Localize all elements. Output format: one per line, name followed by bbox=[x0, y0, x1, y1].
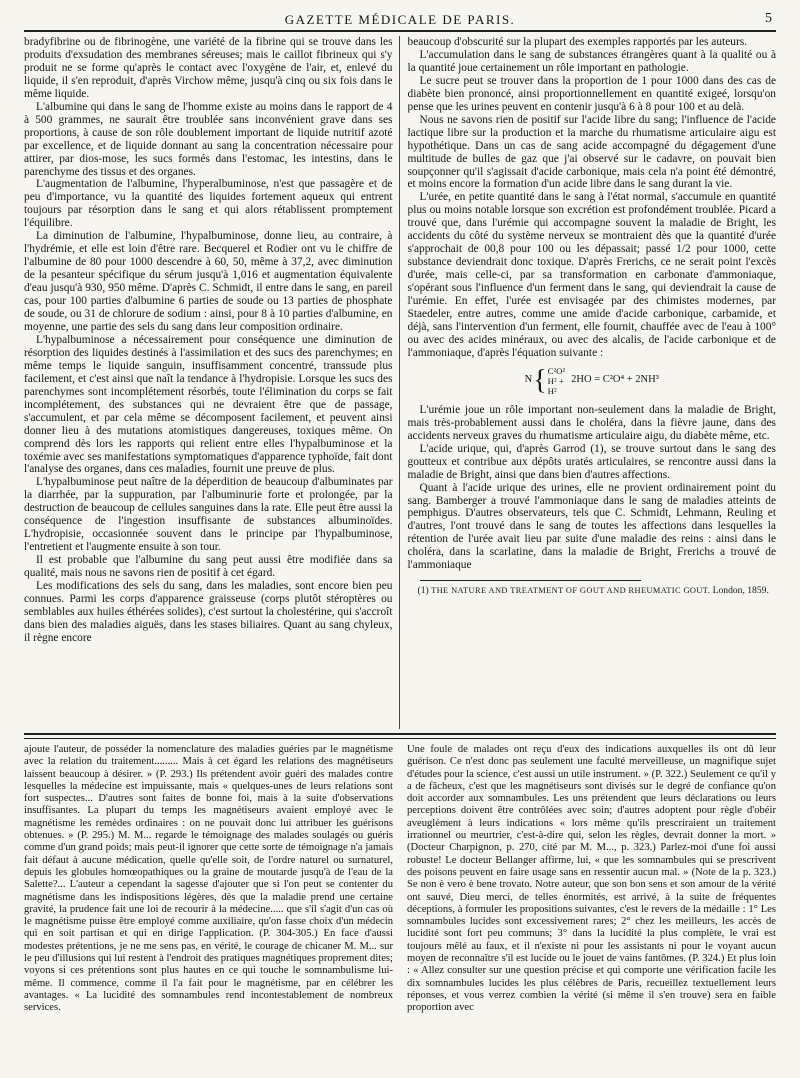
page-header bbox=[24, 6, 776, 32]
paragraph: Une foule de malades ont reçu d'eux des indications auxquelles ils ont dû leur guérison. Ce n'est donc pas seulement une faculté merveilleuse, un magnifique sujet d'études pour la science, c'est aussi un utile instrument. » (P. 322.) Seulement ce qu'il y a de fâcheux, c'est que les magnétiseurs sont divisés sur le degré de confiance qu'on doit accorder aux somnambules. Les uns prétendent que leurs déclarations ou leurs perceptions doivent être contrôlées avec soin; d'autres adoptent pour règle d'obéir aveuglément à leurs indications « lors même qu'ils prescriraient un traitement irrationnel ou meurtrier, c'est-à-dire qui, selon les règles, devrait donner la mort. » (Docteur Charpignon, p. 270, cité par M. M..., p. 323.) Parlez-moi d'une foi aussi robuste! Le docteur Bellanger affirme, lui, « que les somnambules qui se prescrivent des poisons peuvent en faire usage sans en ressentir aucun mal. » (Note de la p. 323.) Se non è vero è bene trovato. Notre auteur, que son bon sens et son amour de la vérité ont sauvé, Dieu merci, de telles énormités, est arrivé, à la suite de fréquentes déceptions, à formuler les propositions suivantes, c'est le revers de la médaille : 1° Les somnambules lucides sont excessivement rares; 2° chez les meilleurs, les accès de lucidité sont fort peu communs; 3° dans la lucidité la plus complète, le vrai est toujours mêlé au faux, et il n'existe ni pour les assistants ni pour le voyant aucun moyen de reconnaître s'il est lucide ou le jouet de vains fantômes. (P. 324.) Et plus loin : « Allez consulter sur une question précise et qui comporte une vérification facile les dix somnambules lucides les plus célèbres de Paris, recueillez textuellement leurs réponses, et vous verrez combien la vérité (si même il s'en trouve) sera en faible proportion avec bbox=[407, 744, 776, 1014]
paragraph: L'hypalbuminose a nécessairement pour conséquence une diminution de résorption des liquides destinés à l'assimilation et des sucs des parenchymes; en même temps le liquide sanguin, insuffisamment concentré, transsude plus facilement, et c'est ainsi que naît la tendance à l'hydropisie. Lorsque les sucs des parenchymes sont incomplétement résorbés, toute l'élimination du corps se fait incomplétement, des substances qui ne devraient être que de passage, s'accumulent, et par cela même se décomposent facilement, et peuvent ainsi donner lieu à des mutations atomistiques dangereuses, toxiques même. On comprend dès lors les rapports qui relient entre elles l'hypalbuminose et la toxémie avec ses manifestations symptomatiques d'apparence typhoïde, fait dont l'analyse des organes, dans ces maladies, fournit une preuve de plus. bbox=[24, 333, 393, 476]
paragraph: Quant à l'acide urique des urines, elle ne provient ordinairement point du sang. Bamberger a trouvé l'ammoniaque dans le sang de maladies atteints de pemphigus. D'autres observateurs, tels que C. Schmidt, Lehmann, Reuling et d'autres, l'ont trouvé dans le sang de toutes les affections dans lesquelles la rétention de l'urée avait lieu par suite d'une maladie des reins : ainsi dans le choléra, dans la scarlatine, dans la maladie de Bright, Frerichs a trouvé de l'ammoniaque bbox=[407, 481, 776, 572]
right-column bbox=[400, 36, 777, 729]
footnote-place: London, 1859. bbox=[712, 585, 769, 597]
paragraph: L'accumulation dans le sang de substances étrangères quant à la qualité ou à la quantité joue certainement un rôle important en pathologie. bbox=[407, 48, 776, 74]
page-number: 5 bbox=[765, 11, 772, 26]
paragraph: Nous ne savons rien de positif sur l'acide libre du sang; l'influence de l'acide lactique libre sur la production et la marche du rhumatisme articulaire aigu est hypothétique. Dans un cas de sang acide accompagné du dégagement d'une multitude de bulles de gaz que j'ai observé sur le cadavre, on pouvait bien soupçonner qu'il s'agissait d'acide carbonique, mais cela n'a point été démontré, et moins encore la formation d'un acide libre dans le sang durant la vie. bbox=[407, 113, 776, 191]
paragraph: L'hypalbuminose peut naître de la déperdition de beaucoup d'albuminates par la diarrhée, par la suppuration, par l'albuminurie forte et prolongée, par la destruction de beaucoup de cellules sanguines dans la rate. Elle peut être aussi la conséquence de l'ingestion insuffisante de substances albuminoïdes. L'hydropisie, occasionnée souvent dans le principe par l'hypalbuminose, l'entretient et l'augmente ensuite à son tour. bbox=[24, 476, 393, 554]
brace-glyph: { bbox=[533, 364, 547, 396]
paragraph: beaucoup d'obscurité sur la plupart des exemples rapportés par les auteurs. bbox=[407, 36, 748, 48]
feuilleton-left-column bbox=[24, 744, 399, 1074]
feuilleton-right-column bbox=[399, 744, 776, 1074]
paragraph: Il est probable que l'albumine du sang peut aussi être modifiée dans sa qualité, mais nous ne savons rien de positif à cet égard. bbox=[24, 554, 393, 580]
equation-stack bbox=[548, 366, 566, 396]
left-column bbox=[24, 36, 400, 729]
paragraph: Le sucre peut se trouver dans la proportion de 1 pour 1000 dans des cas de diabète bien prononcé, ainsi proportionnellement en quantité exigeé, lorsqu'on pense que les urines peuvent en contenir jusqu'à 6 à 8 pour 100 et au delà. bbox=[407, 74, 776, 113]
paragraph: L'acide urique, qui, d'après Garrod (1), se trouve surtout dans le sang des goutteux et contribue aux dépôts uratés articulaires, se rencontre aussi dans la maladie de Bright, ainsi que dans bien d'autres affections. bbox=[407, 442, 776, 481]
footnote-title: THE NATURE AND TREATMENT OF GOUT AND RHEUMATIC GOUT. bbox=[431, 586, 711, 596]
footnote bbox=[408, 585, 777, 597]
paragraph: L'urémie joue un rôle important non-seulement dans la maladie de Bright, mais très-probablement aussi dans le choléra, dans la fièvre jaune, dans des accidents nerveux graves du rhumatisme articulaire aigu, du diabète même, etc. bbox=[407, 403, 776, 442]
main-article bbox=[24, 36, 776, 729]
paragraph: L'urée, en petite quantité dans le sang à l'état normal, s'accumule en quantité plus ou moins notable lorsque son excrétion est profondément troublée. Picard a trouvé que, dans l'urémie qui accompagne souvent la maladie de Bright, les accidents du côté du système nerveux se montraient dès que la quantité d'urée s'approchait de 00,8 pour 100 ou les dépassait; passé 1/2 pour 1000, cette substance deviendrait donc toxique. D'après Frerichs, ce ne serait point l'excès d'urée, mais celle-ci, par sa transformation en carbonate d'ammoniaque, s'opérant sous l'influence d'un ferment dans le sang, qui deviendrait la cause de l'urémie. En effet, l'urée est envisagée par des chimistes modernes, par Staedeler, entre autres, comme une amide d'acide carbonique, carbamide, et déjà, sans l'intervention d'un ferment, elle fournit, chauffée avec de l'eau à 100° ou avec des acides minéraux, ou avec des alcalis, de l'acide carbonique et de l'ammoniaque, d'après l'équation suivante : bbox=[407, 191, 776, 359]
journal-title: GAZETTE MÉDICALE DE PARIS. bbox=[284, 12, 516, 27]
paragraph: ajoute l'auteur, de posséder la nomenclature des maladies guéries par le magnétisme avec la relation du traitement......... Mais à cet égard les relations des magnétiseurs laissent beaucoup à désirer. » (P. 293.) Ils prétendent avoir guéri des malades contre lesquelles la médecine est impuissante, mais « quelques-unes de leurs relations sont fort suspectes... D'autres sont faites de bonne foi, mais à la suite d'observations insuffisantes. La plupart du temps les magnétiseurs avaient employé avec le magnétisme les remèdes ordinaires : on ne pouvait donc lui attribuer les guérisons obtenues. » (P. 295.) M. M... regarde le témoignage des malades soulagés ou guéris comme d'un grand poids; mais peut-il ignorer que cette sorte de témoignage n'a jamais fait défaut à aucune médication, quelle qu'elle soit, de l'ordre naturel ou surnaturel, depuis les globules homœopathiques ou la graine de moutarde jusqu'à de l'eau de la Salette?... L'auteur a cependant la sagesse d'ajouter que si l'on peut se contenter du magnétisme dans les indispositions légères, dès que la maladie prend une certaine gravité, la prudence fait une loi de recourir à la médecine..... que s'il s'agit d'un cas où le magnétisme puisse être employé comme auxiliaire, qu'on fasse choix d'un médecin qui en soit partisan et qui en dirige l'application. (P. 304-305.) En face d'aussi modestes prétentions, je ne me sens pas, en vérité, le courage de chicaner M. M... sur le peu d'illusions qui lui restent à l'endroit des pratiques magnétiques proprement dites; voyons si ces prétentions sont plus hautes en ce qui touche le somnambulisme lui-même. Il commence, comme il l'a fait pour le magnétisme, par en célébrer les avantages. « La lucidité des somnambules rend incontestablement de nombreux services. bbox=[24, 744, 393, 1014]
feuilleton bbox=[24, 744, 776, 1074]
equation-lead: N bbox=[524, 374, 533, 386]
feuilleton-divider-thin bbox=[24, 738, 776, 739]
feuilleton-divider bbox=[24, 733, 776, 735]
footnote-divider bbox=[420, 580, 641, 581]
paragraph: L'albumine qui dans le sang de l'homme existe au moins dans le rapport de 4 à 500 grammes, ne saurait être troublée sans inconvénient grave dans ses proportions, à cause de son rôle doublement important de liquide nutritif azoté par excellence, et de liquide donnant au sang la concentration nécessaire pour attirer, par dios-mose, les sucs formés dans l'estomac, les intestins, dans le parenchyme des tissus et des organes. bbox=[24, 100, 393, 178]
equation-rest: 2HO = C²O⁴ + 2NH³ bbox=[571, 374, 659, 386]
equation-stack-line: H² bbox=[547, 385, 557, 396]
chemical-equation bbox=[408, 366, 777, 396]
paragraph: bradyfibrine ou de fibrinogène, une variété de la fibrine qui se trouve dans les produits d'exsudation des membranes séreuses; mais le caillot fibrineux qui s'y produit ne se forme qu'après le contact avec l'oxygène de l'air, et, enlevé du liquide, il s'en reproduit, d'après Virchow même, jusqu'à cinq ou six fois dans le même liquide. bbox=[24, 36, 393, 100]
paragraph: L'augmentation de l'albumine, l'hyperalbuminose, n'est que passagère et de peu d'importance, vu la quantité des liquides fortement aqueux qui entrent toujours par résorption dans le sang et qui alors rétablissent promptement l'équilibre. bbox=[24, 178, 393, 230]
equation-stack-line: H² + bbox=[547, 375, 564, 386]
equation-stack-line: C²O² bbox=[547, 365, 566, 376]
paragraph: La diminution de l'albumine, l'hypalbuminose, donne lieu, au contraire, à l'hydrémie, et elle est loin d'être rare. Becquerel et Rodier ont vu le chiffre de l'albumine de 80 pour 1000 descendre à 60, 50, même à 37,2, avec diminution de la pesanteur spécifique du sérum jusqu'à 1,016 et augmentation équivalente d'eau jusqu'à 930, 950 même. D'après C. Schmidt, il entre dans le sang, en pareil cas, pour 100 parties d'albumine 6 parties de soude ou 13 parties de phosphate de soude, ou 31 de chlorure de sodium : ainsi, pour 8 à 10 parties d'albumine, en moyenne, une partie des sels du sang dans leur composition ordinaire. bbox=[24, 230, 393, 333]
paragraph: Les modifications des sels du sang, dans les maladies, sont encore bien peu connues. Parmi les corps d'apparence graisseuse (corps plutôt stéroptères ou semblables aux huiles éthérées solides), c'est surtout la cholestérine, qui s'accroît dans bien des maladies aiguës, dans les stases biliaires. Quant au sang chyleux, il règne encore bbox=[24, 580, 393, 644]
footnote-mark: (1) bbox=[417, 585, 429, 597]
